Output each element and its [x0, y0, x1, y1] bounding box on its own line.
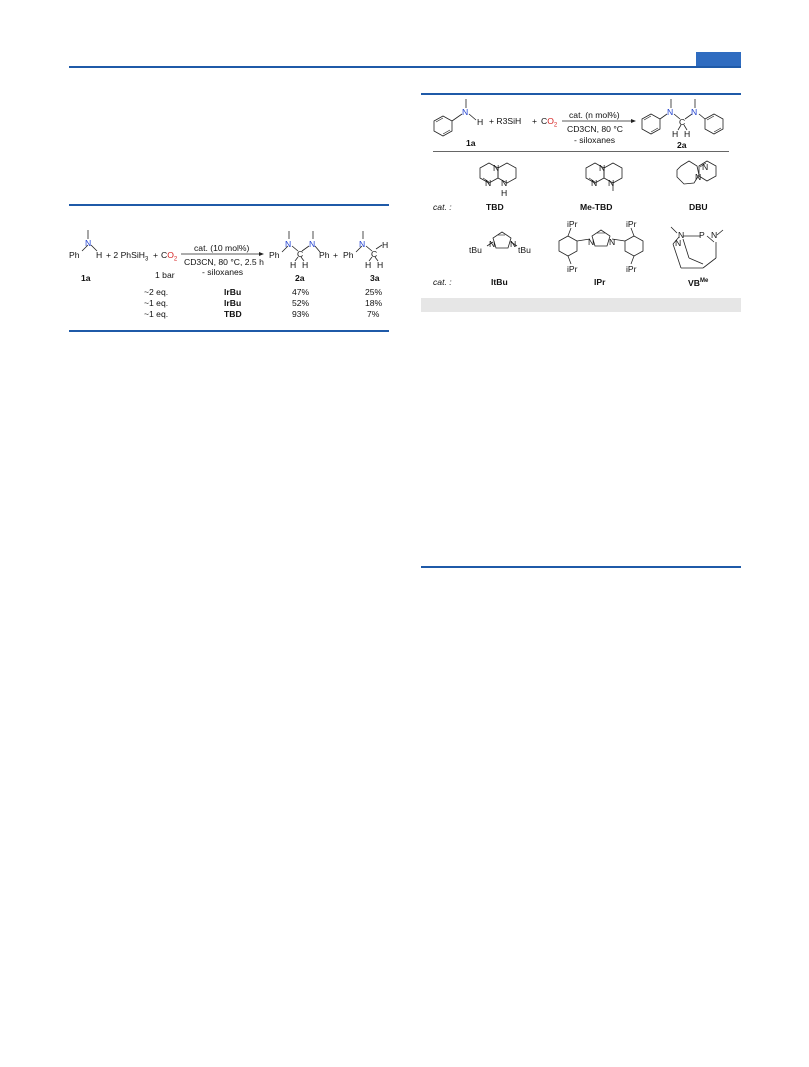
compound-label-1a: 1a [81, 273, 91, 283]
plus-sign-2: + [333, 250, 339, 260]
tbd-n-right: N [501, 178, 508, 188]
r-2a-c: C [679, 117, 686, 127]
3a-ph: Ph [343, 250, 354, 260]
3a-h-left: H [365, 260, 372, 270]
ipr-ipr-top-left: iPr [567, 219, 578, 229]
header-rule [69, 66, 741, 68]
vb-n-top: N [678, 230, 685, 240]
r-2a-h-right: H [684, 129, 691, 139]
row1-catalyst: IrBu [224, 287, 242, 297]
vb-p: P [699, 230, 705, 240]
me-tbd-n-right: N [608, 178, 615, 188]
row3-yield-3a: 7% [367, 309, 380, 319]
row1-eq: ~2 eq. [144, 287, 169, 297]
tbd-h: H [501, 188, 508, 198]
catalyst-name-itbu: ItBu [491, 277, 508, 287]
row3-eq: ~1 eq. [144, 309, 169, 319]
2a-h-right: H [302, 260, 309, 270]
1a-n: N [85, 238, 92, 248]
left-scheme-bottom-rule [69, 330, 389, 332]
header-page-tab [696, 52, 741, 66]
2a-n-right: N [309, 239, 316, 249]
row3-catalyst: TBD [224, 309, 242, 319]
r-1a-h: H [477, 117, 484, 127]
row1-yield-3a: 25% [365, 287, 383, 297]
r-2a-n-left: N [667, 107, 674, 117]
tbd-n-left: N [485, 178, 492, 188]
r-arrow-catalyst-label: cat. (n mol%) [569, 110, 620, 120]
r-2a-h-left: H [672, 129, 679, 139]
plus-sign: + [153, 250, 159, 260]
r-2a-n-right: N [691, 107, 698, 117]
silane-reagent: + 2 PhSiH$_3$ [106, 250, 149, 263]
itbu-tbu-right: tBu [518, 245, 531, 255]
left-reaction-scheme [69, 205, 389, 330]
r-co2-reagent: $CO_2$ [541, 116, 558, 129]
itbu-tbu-left: tBu [469, 245, 482, 255]
3a-h-right: H [377, 260, 384, 270]
r-compound-label-1a: 1a [466, 138, 476, 148]
compound-label-2a: 2a [295, 273, 305, 283]
2a-ph-right: Ph [319, 250, 330, 260]
dbu-n-top: N [702, 162, 709, 172]
compound-label-3a: 3a [370, 273, 380, 283]
2a-c: C [297, 249, 304, 259]
arrow-conditions-label: CD3CN, 80 °C, 2.5 h [184, 257, 264, 267]
right-scheme-caption-bar [421, 298, 741, 312]
ipr-n-right: N [609, 237, 616, 247]
r-1a-n: N [462, 107, 469, 117]
row3-yield-2a: 93% [292, 309, 310, 319]
vb-n-bridge: N [675, 238, 682, 248]
row2-yield-3a: 18% [365, 298, 383, 308]
ipr-ipr-bottom-right: iPr [626, 264, 637, 274]
arrow-byproduct-label: - siloxanes [202, 267, 244, 277]
2a-h-left: H [290, 260, 297, 270]
tbd-n-top: N [493, 163, 500, 173]
r-arrow-conditions-label: CD3CN, 80 °C [567, 124, 623, 134]
catalyst-name-ipr: IPr [594, 277, 606, 287]
co2-reagent: $CO_2$ [161, 250, 178, 263]
pressure-label: 1 bar [155, 270, 175, 280]
itbu-n-right: N [510, 239, 517, 249]
ipr-ipr-bottom-left: iPr [567, 264, 578, 274]
2a-n-left: N [285, 239, 292, 249]
dbu-n-bottom: N [695, 172, 702, 182]
row2-yield-2a: 52% [292, 298, 310, 308]
r-compound-label-2a: 2a [677, 140, 687, 150]
me-tbd-n-top: N [599, 163, 606, 173]
3a-h-top: H [382, 240, 389, 250]
ipr-ipr-top-right: iPr [626, 219, 637, 229]
cat-label-row1: cat. : [433, 202, 452, 212]
cat-label-row2: cat. : [433, 277, 452, 287]
row2-catalyst: IrBu [224, 298, 242, 308]
itbu-n-left: N [489, 239, 496, 249]
ipr-n-left: N [588, 237, 595, 247]
catalyst-name-tbd: TBD [486, 202, 504, 212]
1a-h: H [96, 250, 103, 260]
3a-c: C [371, 249, 378, 259]
r-silane-reagent: + R3SiH [489, 116, 522, 126]
arrow-catalyst-label: cat. (10 mol%) [194, 243, 250, 253]
row2-eq: ~1 eq. [144, 298, 169, 308]
2a-ph-left: Ph [269, 250, 280, 260]
catalyst-name-me-tbd: Me-TBD [580, 202, 613, 212]
r-plus-sign: + [532, 116, 538, 126]
me-tbd-n-left: N [591, 178, 598, 188]
catalyst-name-vb-me: $VB^{Me}$ [688, 277, 709, 288]
vb-n-right: N [711, 230, 718, 240]
catalyst-name-dbu: DBU [689, 202, 708, 212]
r-arrow-byproduct-label: - siloxanes [574, 135, 616, 145]
row1-yield-2a: 47% [292, 287, 310, 297]
right-reaction-scheme [421, 94, 741, 298]
right-column-bottom-rule [421, 566, 741, 568]
3a-n: N [359, 239, 366, 249]
1a-ph: Ph [69, 250, 80, 260]
